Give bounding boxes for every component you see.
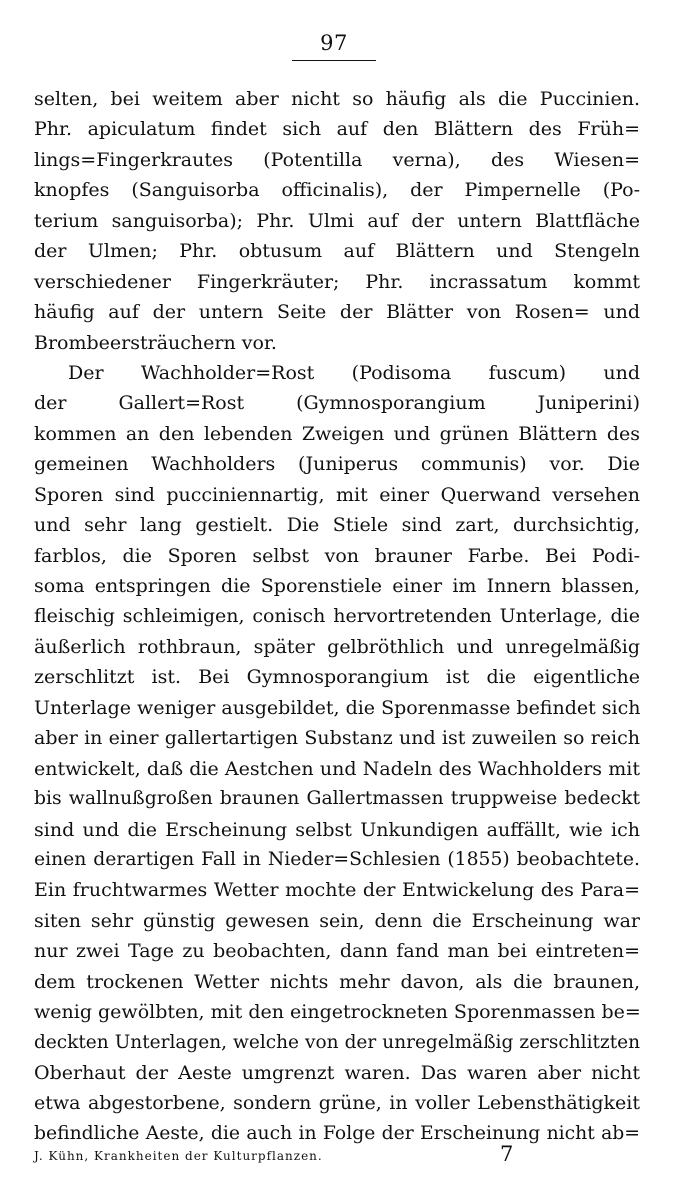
text-line-5: terium sanguisorba); Phr. Ulmi auf der untern Blattfläche (34, 209, 640, 232)
page-footer (34, 1142, 640, 1168)
text-line-27: Ein fruchtwarmes Wetter mochte der Entwickelung des Para= (34, 879, 640, 902)
text-line-20: zerschlitzt ist. Bei Gymnosporangium ist die eigentliche (34, 666, 640, 689)
text-line-3: lings=Fingerkrautes (Potentilla verna), des Wiesen= (34, 148, 640, 171)
text-line-9: Brombeersträuchern vor. (34, 331, 277, 354)
page-number-rule (292, 60, 376, 61)
text-line-35: befindliche Aeste, die auch in Folge der Erscheinung nicht ab= (34, 1122, 640, 1144)
text-line-22: aber in einer gallertartigen Substanz und ist zuweilen so reich (34, 727, 640, 750)
text-line-32: deckten Unterlagen, welche von der unregelmäßig zerschlitzten (34, 1031, 640, 1053)
text-line-26: einen derartigen Fall in Nieder=Schlesien (1855) beobachtete. (34, 848, 640, 870)
text-line-15: und sehr lang gestielt. Die Stiele sind zart, durchsichtig, (34, 514, 640, 537)
text-line-16: farblos, die Sporen selbst von brauner Farbe. Bei Podi- (34, 544, 640, 567)
text-line-2: Phr. apiculatum findet sich auf den Blättern des Früh= (34, 118, 640, 141)
text-line-18: fleischig schleimigen, conisch hervortretenden Unterlage, die (34, 605, 640, 628)
text-line-34: etwa abgestorbene, sondern grüne, in voller Lebensthätigkeit (34, 1092, 640, 1115)
body-text (34, 84, 640, 1149)
text-line-6: der Ulmen; Phr. obtusum auf Blättern und Stengeln (34, 240, 640, 263)
text-line-31: wenig gewölbten, mit den eingetrockneten Sporenmassen be= (34, 1001, 641, 1024)
text-line-7: verschiedener Fingerkräuter; Phr. incrassatum kommt (34, 270, 640, 293)
page-number: 97 (320, 31, 348, 55)
printer-signature: J. Kühn, Krankheiten der Kulturpflanzen. (34, 1149, 323, 1163)
text-line-24: bis wallnußgroßen braunen Gallertmassen truppweise bedeckt (34, 788, 640, 810)
text-line-13: gemeinen Wachholders (Juniperus communis) vor. Die (34, 453, 640, 476)
text-line-21: Unterlage weniger ausgebildet, die Sporenmasse befindet sich (34, 696, 641, 719)
text-line-25: sind und die Erscheinung selbst Unkundigen auffällt, wie ich (34, 818, 640, 841)
text-line-14: Sporen sind pucciniennartig, mit einer Querwand versehen (34, 483, 640, 506)
text-line-23: entwickelt, daß die Aestchen und Nadeln des Wachholders mit (34, 757, 640, 780)
text-line-29: nur zwei Tage zu beobachten, dann fand man bei eintreten= (34, 940, 640, 963)
text-line-4: knopfes (Sanguisorba officinalis), der Pimpernelle (Po- (34, 179, 640, 202)
signature-mark: 7 (500, 1142, 514, 1166)
text-line-11: der Gallert=Rost (Gymnosporangium Juniperini) (34, 392, 640, 415)
text-line-1: selten, bei weitem aber nicht so häufig als die Puccinien. (34, 88, 640, 110)
text-line-30: dem trockenen Wetter nichts mehr davon, als die braunen, (34, 970, 640, 993)
text-line-8: häufig auf der untern Seite der Blätter von Rosen= und (34, 301, 640, 324)
text-line-10: Der Wachholder=Rost (Podisoma fuscum) und (68, 361, 640, 384)
text-line-17: soma entspringen die Sporenstiele einer im Innern blassen, (34, 575, 640, 597)
text-line-28: siten sehr günstig gewesen sein, denn die Erscheinung war (34, 909, 640, 932)
text-line-12: kommen an den lebenden Zweigen und grünen Blättern des (34, 422, 640, 445)
text-line-33: Oberhaut der Aeste umgrenzt waren. Das waren aber nicht (34, 1062, 640, 1084)
text-line-19: äußerlich rothbraun, später gelbröthlich und unregelmäßig (34, 635, 640, 658)
